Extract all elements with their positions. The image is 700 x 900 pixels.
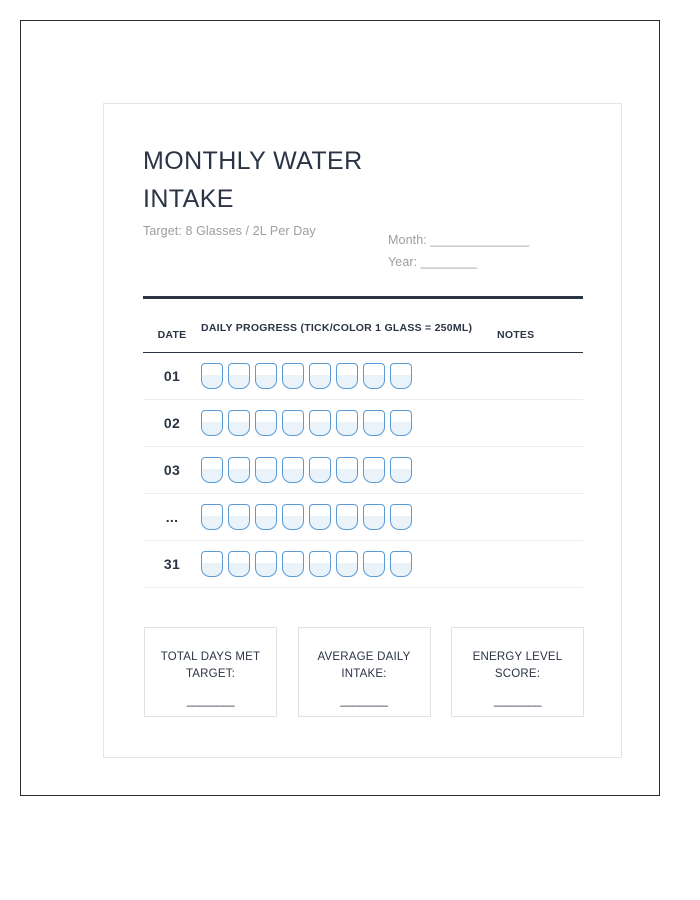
water-glass-icon[interactable]	[201, 363, 223, 389]
table-row	[143, 447, 583, 494]
water-glass-icon[interactable]	[309, 504, 331, 530]
row-date-label: ...	[143, 494, 201, 541]
worksheet-card	[103, 103, 622, 758]
water-glass-icon[interactable]	[336, 410, 358, 436]
water-glass-icon[interactable]	[390, 410, 412, 436]
row-date-label: 03	[143, 447, 201, 494]
glass-checkbox-group	[201, 363, 491, 389]
page-frame	[20, 20, 660, 796]
row-notes-cell[interactable]	[491, 494, 583, 541]
summary-box	[298, 627, 431, 717]
water-glass-icon[interactable]	[309, 410, 331, 436]
water-glass-icon[interactable]	[336, 457, 358, 483]
water-glass-icon[interactable]	[282, 363, 304, 389]
water-glass-icon[interactable]	[201, 410, 223, 436]
row-progress-cell	[201, 353, 491, 400]
water-glass-icon[interactable]	[282, 504, 304, 530]
table-row	[143, 494, 583, 541]
row-progress-cell	[201, 447, 491, 494]
row-notes-cell[interactable]	[491, 541, 583, 588]
water-glass-icon[interactable]	[390, 457, 412, 483]
water-glass-icon[interactable]	[309, 457, 331, 483]
summary-section	[144, 627, 584, 717]
water-glass-icon[interactable]	[228, 504, 250, 530]
table-row	[143, 541, 583, 588]
row-progress-cell	[201, 541, 491, 588]
row-progress-cell	[201, 494, 491, 541]
table-header-row	[143, 318, 583, 353]
table-row	[143, 400, 583, 447]
summary-box-label: ENERGY LEVEL SCORE:	[472, 651, 563, 680]
water-intake-table	[143, 318, 583, 588]
water-glass-icon[interactable]	[255, 551, 277, 577]
header-divider	[143, 296, 583, 299]
water-glass-icon[interactable]	[363, 363, 385, 389]
summary-box	[144, 627, 277, 717]
water-glass-icon[interactable]	[255, 504, 277, 530]
water-glass-icon[interactable]	[282, 410, 304, 436]
row-notes-cell[interactable]	[491, 400, 583, 447]
row-date-label: 31	[143, 541, 201, 588]
water-glass-icon[interactable]	[336, 551, 358, 577]
summary-box-blank[interactable]: ________	[493, 695, 542, 707]
header	[143, 136, 583, 282]
water-glass-icon[interactable]	[363, 551, 385, 577]
water-glass-icon[interactable]	[363, 504, 385, 530]
summary-box-blank[interactable]: ________	[340, 695, 388, 707]
row-date-label: 01	[143, 353, 201, 400]
water-glass-icon[interactable]	[390, 363, 412, 389]
glass-checkbox-group	[201, 457, 491, 483]
water-glass-icon[interactable]	[363, 410, 385, 436]
water-glass-icon[interactable]	[255, 363, 277, 389]
page-title: MONTHLY WATER INTAKE	[143, 147, 363, 213]
water-glass-icon[interactable]	[255, 410, 277, 436]
water-glass-icon[interactable]	[282, 551, 304, 577]
summary-box-label: TOTAL DAYS MET TARGET:	[160, 651, 261, 680]
summary-box-blank[interactable]: ________	[186, 695, 235, 707]
table-row	[143, 353, 583, 400]
year-field[interactable]: Year: ________	[388, 255, 478, 269]
water-glass-icon[interactable]	[390, 504, 412, 530]
row-progress-cell	[201, 400, 491, 447]
table-header	[143, 318, 583, 353]
water-glass-icon[interactable]	[228, 457, 250, 483]
table-body	[143, 353, 583, 588]
column-header-progress: DAILY PROGRESS (TICK/COLOR 1 GLASS = 250ML)	[201, 318, 491, 353]
water-glass-icon[interactable]	[336, 504, 358, 530]
water-glass-icon[interactable]	[390, 551, 412, 577]
summary-box-label: AVERAGE DAILY INTAKE:	[317, 651, 411, 680]
water-glass-icon[interactable]	[201, 457, 223, 483]
month-field[interactable]: Month: ______________	[388, 233, 530, 247]
water-glass-icon[interactable]	[228, 410, 250, 436]
meta-fields	[388, 229, 588, 273]
column-header-notes: NOTES	[491, 318, 583, 353]
water-glass-icon[interactable]	[228, 363, 250, 389]
water-glass-icon[interactable]	[336, 363, 358, 389]
water-glass-icon[interactable]	[201, 504, 223, 530]
worksheet-content	[143, 136, 583, 707]
water-glass-icon[interactable]	[282, 457, 304, 483]
row-notes-cell[interactable]	[491, 447, 583, 494]
water-glass-icon[interactable]	[228, 551, 250, 577]
water-glass-icon[interactable]	[363, 457, 385, 483]
summary-box	[451, 627, 584, 717]
row-notes-cell[interactable]	[491, 353, 583, 400]
glass-checkbox-group	[201, 551, 491, 577]
water-glass-icon[interactable]	[201, 551, 223, 577]
row-date-label: 02	[143, 400, 201, 447]
water-glass-icon[interactable]	[309, 363, 331, 389]
glass-checkbox-group	[201, 410, 491, 436]
column-header-date: DATE	[143, 318, 201, 353]
target-subtitle: Target: 8 Glasses / 2L Per Day	[143, 224, 316, 238]
water-glass-icon[interactable]	[255, 457, 277, 483]
water-glass-icon[interactable]	[309, 551, 331, 577]
glass-checkbox-group	[201, 504, 491, 530]
